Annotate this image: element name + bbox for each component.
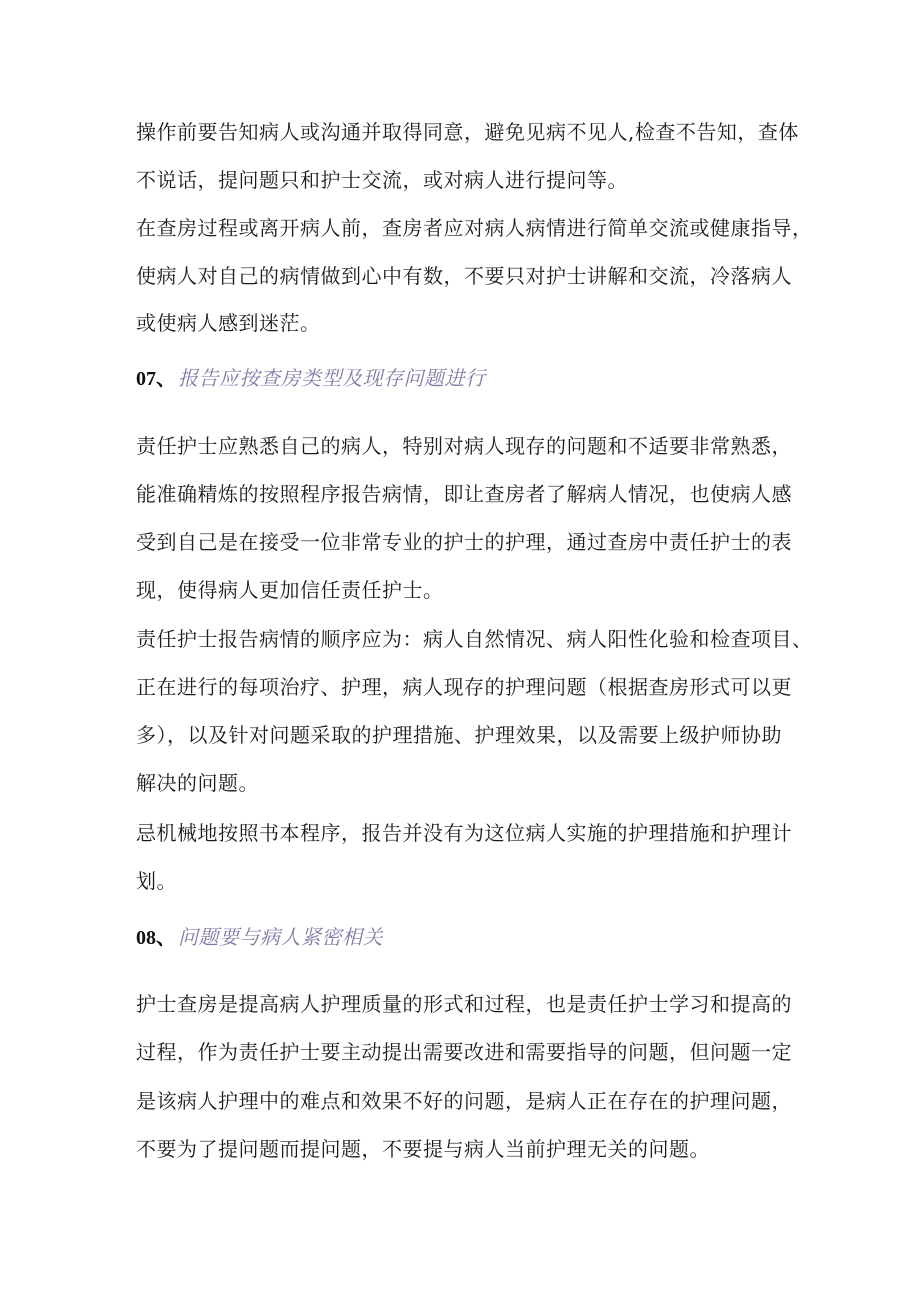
- paragraph-line: 解决的问题。: [136, 771, 259, 795]
- paragraph-line: 不说话，提问题只和护士交流，或对病人进行提问等。: [136, 168, 628, 192]
- paragraph-line: 在查房过程或离开病人前，查房者应对病人病情进行简单交流或健康指导，: [136, 216, 813, 240]
- paragraph-line: 责任护士应熟悉自己的病人，特别对病人现存的问题和不适要非常熟悉，: [136, 434, 792, 458]
- paragraph-line: 责任护士报告病情的顺序应为：病人自然情况、病人阳性化验和检查项目、: [136, 627, 813, 651]
- section-title: 报告应按查房类型及现存问题进行: [178, 366, 486, 390]
- paragraph-line: 忌机械地按照书本程序，报告并没有为这位病人实施的护理措施和护理计: [136, 821, 792, 845]
- section-heading-07: [136, 365, 486, 392]
- paragraph-line: 现，使得病人更加信任责任护士。: [136, 578, 444, 602]
- paragraph-line: 使病人对自己的病情做到心中有数，不要只对护士讲解和交流，冷落病人: [136, 264, 792, 288]
- paragraph-line: 护士查房是提高病人护理质量的形式和过程，也是责任护士学习和提高的: [136, 992, 792, 1016]
- paragraph-line: 能准确精炼的按照程序报告病情，即让查房者了解病人情况，也使病人感: [136, 482, 792, 506]
- section-heading-08: [136, 924, 383, 951]
- paragraph-line: 或使病人感到迷茫。: [136, 311, 321, 335]
- paragraph-line: 正在进行的每项治疗、护理，病人现存的护理问题（根据查房形式可以更: [136, 675, 792, 699]
- section-title: 问题要与病人紧密相关: [178, 925, 383, 949]
- paragraph-line: 是该病人护理中的难点和效果不好的问题，是病人正在存在的护理问题，: [136, 1089, 792, 1113]
- paragraph-line: 受到自己是在接受一位非常专业的护士的护理，通过查房中责任护士的表: [136, 530, 792, 554]
- paragraph-line: 操作前要告知病人或沟通并取得同意，避免见病不见人,检查不告知，查体: [136, 120, 799, 144]
- paragraph-line: 划。: [136, 869, 177, 893]
- section-number: 08、: [136, 927, 176, 949]
- paragraph-line: 多），以及针对问题采取的护理措施、护理效果，以及需要上级护师协助: [136, 723, 782, 747]
- section-number: 07、: [136, 368, 176, 390]
- paragraph-line: 不要为了提问题而提问题，不要提与病人当前护理无关的问题。: [136, 1137, 710, 1161]
- paragraph-line: 过程，作为责任护士要主动提出需要改进和需要指导的问题，但问题一定: [136, 1040, 792, 1064]
